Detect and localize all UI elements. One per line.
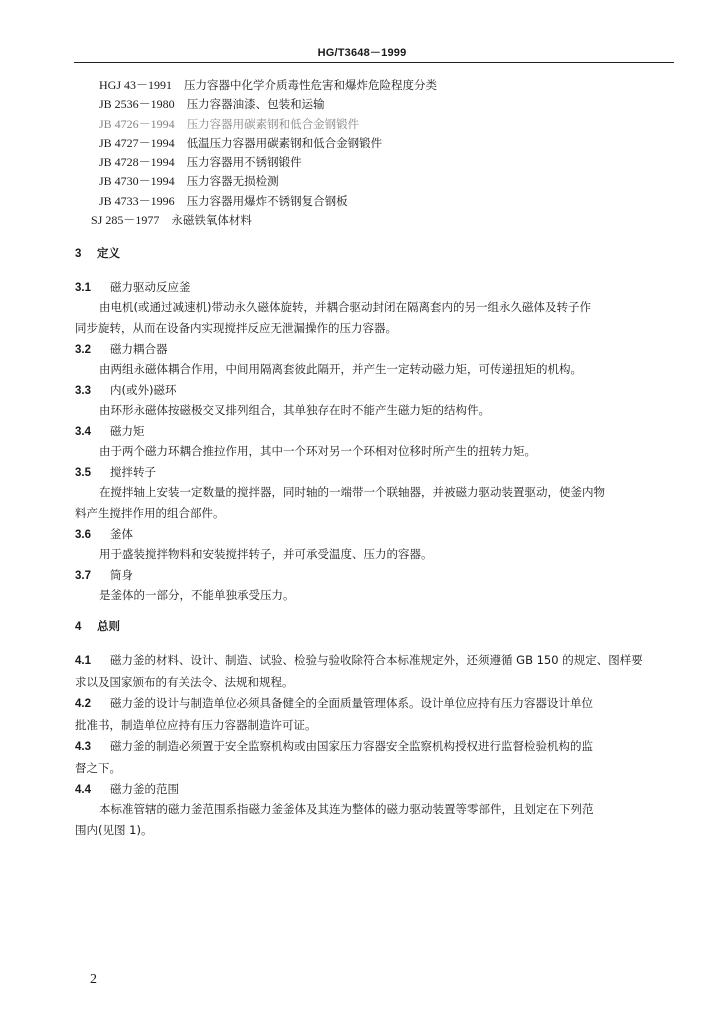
section-heading-definitions: 3 定义 bbox=[75, 246, 120, 260]
clause-paragraph: 本标准管辖的磁力釜范围系指磁力釜釜体及其连为整体的磁力驱动装置等零部件，且划定在下列范 围内(见图 1)。 bbox=[75, 802, 594, 837]
subsection-heading: 3.5 搅拌转子 bbox=[75, 465, 156, 479]
definition-paragraph: 由于两个磁力环耦合推拉作用，其中一个环对另一个环相对位移时所产生的扭转力矩。 bbox=[99, 444, 536, 458]
subsection-heading: 3.6 釜体 bbox=[75, 527, 133, 541]
page-number: 2 bbox=[90, 972, 97, 987]
section-heading-general: 4 总则 bbox=[75, 619, 120, 633]
reference-item bbox=[99, 76, 659, 95]
reference-item bbox=[91, 211, 659, 230]
subsection-heading: 4.4 磁力釜的范围 bbox=[75, 782, 179, 796]
reference-title: 压力容器油漆、包装和运输 bbox=[186, 97, 325, 112]
reference-title: 压力容器用爆炸不锈钢复合钢板 bbox=[186, 193, 348, 208]
reference-code: HGJ 43－1991 bbox=[99, 78, 173, 92]
reference-title: 压力容器用不锈钢锻件 bbox=[186, 155, 302, 170]
reference-title: 永磁铁氧体材料 bbox=[171, 213, 252, 228]
definition-paragraph: 由电机(或通过减速机)带动永久磁体旋转，并耦合驱动封闭在隔离套内的另一组永久磁体及转子作 同步旋转，从而在设备内实现搅拌反应无泄漏操作的压力容器。 bbox=[75, 300, 591, 335]
definition-paragraph: 由环形永磁体按磁极交叉排列组合，其单独存在时不能产生磁力矩的结构件。 bbox=[99, 403, 490, 417]
reference-code: JB 4733－1996 bbox=[99, 193, 175, 208]
clause-paragraph: 4.2 磁力釜的设计与制造单位必须具备健全的全面质量管理体系。设计单位应持有压力容器设计单位 批准书，制造单位应持有压力容器制造许可证。 bbox=[75, 696, 593, 732]
reference-item bbox=[99, 134, 659, 153]
header-rule bbox=[74, 62, 674, 63]
reference-code: SJ 285－1977 bbox=[91, 213, 160, 228]
reference-item bbox=[99, 172, 659, 191]
reference-title: 压力容器无损检测 bbox=[186, 174, 279, 189]
definition-paragraph: 用于盛装搅拌物料和安装搅拌转子，并可承受温度、压力的容器。 bbox=[99, 547, 433, 561]
subsection-heading: 3.4 磁力矩 bbox=[75, 424, 145, 438]
reference-code: JB 4727－1994 bbox=[99, 135, 175, 150]
document-body bbox=[75, 243, 675, 841]
standard-code-header: HG/T3648－1999 bbox=[317, 47, 407, 59]
subsection-heading: 3.1 磁力驱动反应釜 bbox=[75, 280, 191, 294]
definition-paragraph: 由两组永磁体耦合作用，中间用隔离套彼此隔开，并产生一定转动磁力矩，可传递扭矩的机构。 bbox=[99, 362, 582, 376]
reference-code: JB 2536－1980 bbox=[99, 97, 175, 112]
reference-title: 压力容器中化学介质毒性危害和爆炸危险程度分类 bbox=[184, 78, 438, 92]
definition-paragraph: 是釜体的一部分，不能单独承受压力。 bbox=[99, 588, 295, 602]
subsection-heading: 3.2 磁力耦合器 bbox=[75, 342, 168, 356]
reference-code: JB 4726－1994 bbox=[99, 116, 175, 131]
definition-paragraph: 在搅拌轴上安装一定数量的搅拌器，同时轴的一端带一个联轴器，并被磁力驱动装置驱动，使釜内物 料产生搅拌作用的组合部件。 bbox=[75, 485, 605, 520]
reference-code: JB 4728－1994 bbox=[99, 155, 175, 170]
reference-code: JB 4730－1994 bbox=[99, 174, 175, 189]
clause-paragraph: 4.3 磁力釜的制造必须置于安全监察机构或由国家压力容器安全监察机构授权进行监督检验机构的监 督之下。 bbox=[75, 739, 593, 775]
reference-title: 压力容器用碳素钢和低合金钢锻件 bbox=[186, 116, 360, 131]
subsection-heading: 3.7 筒身 bbox=[75, 568, 133, 582]
reference-item bbox=[99, 115, 659, 134]
reference-item bbox=[99, 95, 659, 114]
normative-references-list bbox=[91, 76, 659, 230]
subsection-heading: 3.3 内(或外)磁环 bbox=[75, 383, 177, 397]
reference-title: 低温压力容器用碳素钢和低合金钢锻件 bbox=[186, 135, 383, 150]
reference-item bbox=[99, 153, 659, 172]
clause-paragraph: 4.1 磁力釜的材料、设计、制造、试验、检验与验收除符合本标准规定外，还须遵循 GB 150 的规定、图样要 求以及国家颁布的有关法令、法规和规程。 bbox=[75, 653, 643, 689]
reference-item bbox=[99, 192, 659, 211]
